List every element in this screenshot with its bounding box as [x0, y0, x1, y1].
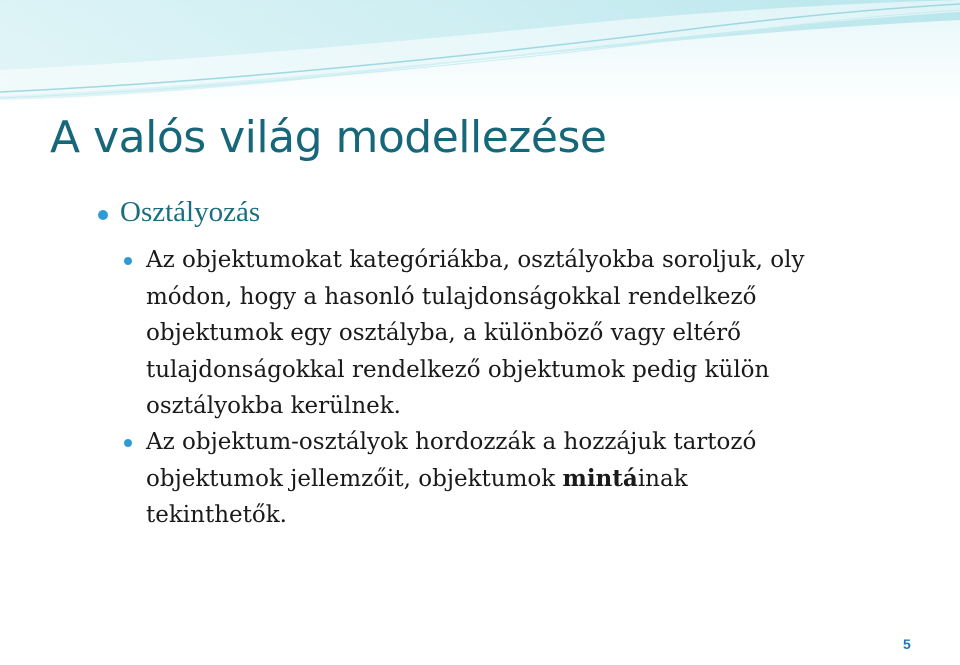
header-wave-decoration [0, 0, 960, 110]
paragraph-line: Az objektum-osztályok hordozzák a hozzájuk tartozó [146, 429, 757, 455]
bullet-paragraph [146, 424, 866, 534]
paragraph-line: Az objektumokat kategóriákba, osztályokba soroljuk, oly [146, 247, 805, 273]
slide-title: A valós világ modellezése [50, 112, 607, 163]
paragraph-text: objektumok jellemzőit, objektumok [146, 465, 563, 492]
paragraph-line: tulajdonságokkal rendelkező objektumok pedig külön [146, 356, 770, 383]
paragraph-line: módon, hogy a hasonló tulajdonságokkal rendelkező [146, 283, 757, 310]
paragraph-line: objektumok egy osztályba, a különböző vagy eltérő [146, 320, 742, 346]
paragraph-line: tekinthetők. [146, 502, 287, 528]
paragraph-line [146, 461, 866, 498]
section-heading-label: Osztályozás [120, 196, 261, 228]
bullet-paragraph [146, 242, 866, 425]
paragraph-text: inak [637, 465, 688, 492]
bullet-icon [124, 439, 132, 447]
page-number: 5 [903, 636, 911, 652]
bullet-icon [124, 257, 132, 265]
bullet-icon [98, 210, 108, 220]
paragraph-line: osztályokba kerülnek. [146, 393, 401, 419]
emphasized-text: mintá [562, 464, 638, 492]
